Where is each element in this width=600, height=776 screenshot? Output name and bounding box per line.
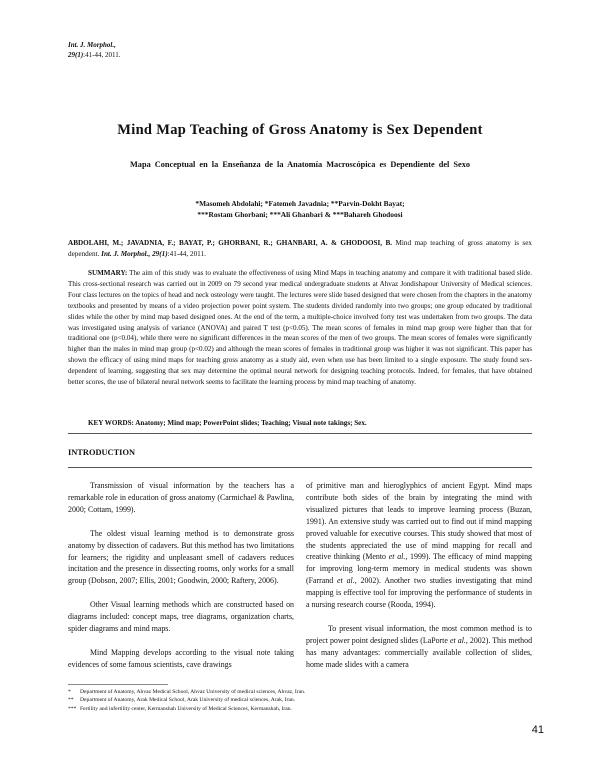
journal-reference (68, 40, 120, 60)
footnote: ** Department of Anatomy, Arak Medical School, Arak University of medical sciences, Arak, Iran. (68, 697, 296, 704)
abstract-label: SUMMARY: (88, 269, 128, 277)
paragraph: Mind Mapping develops according to the visual note taking evidences of some famous scientists, cave drawings (68, 647, 294, 669)
citation-title: Mind map teaching of gross anatomy is sex dependent. (68, 239, 532, 258)
journal-name: Int. J. Morphol., (68, 41, 116, 49)
footnote-divider (68, 684, 168, 685)
citation-journal: Int. J. Morphol., 29(1) (101, 249, 168, 258)
paper-subtitle: Mapa Conceptual en la Enseñanza de la Anatomía Macroscópica es Dependiente del Sexo (129, 160, 471, 169)
keywords-text: Anatomy; Mind map; PowerPoint slides; Teaching; Visual note takings; Sex. (133, 419, 367, 427)
author-line-1: *Masomeh Abdolahi; *Fatemeh Javadnia; **Parvin-Dokht Bayat; (195, 199, 405, 208)
keywords (88, 418, 532, 428)
divider-top (68, 433, 532, 434)
body-column-left (68, 480, 294, 683)
author-line-2: ***Rostam Ghorbani; ***Ali Ghanbari & ***Bahareh Ghodoosi (197, 210, 403, 219)
divider-bottom (68, 467, 532, 468)
paragraph: Transmission of visual information by the teachers has a remarkable role in education of gross anatomy (Carmichael & Pawlina, 2000; Cottam, 1999). (68, 481, 294, 514)
paragraph: The oldest visual learning method is to demonstrate gross anatomy by dissection of cadavers. But this method has two limitations for learners; the rigidity and unpleasant smell of cadavers reduces incitation and the presence in dissecting rooms, only works for a small group (Dobson, 2007; Ellis, 2001; Goodwin, 2000; Raftery, 2006). (68, 528, 294, 586)
abstract-text: The aim of this study was to evaluate the effectiveness of using Mind Maps in teaching anatomy and compare it with traditional based slide. This cross-sectional research was carried out in 2009 on 79 second year medical undergraduate students at Ahvaz Jondishapour University of Medical sciences. Four class lectures on the topics of head and neck osteology were taught. The lectures were slide based designed that were chosen from the chapters in the anatomy textbooks and presented by means of a video projection power point system. The students divided randomly into two groups; one group educated by traditional slides while the other by mind map based designed ones. At the end of the term, a multiple-choice involved forty test was undertaken from two groups. The data was investigated using analysis of variance (ANOVA) and paired T test (p<0.05). The mean scores of females in mind map group were higher than that for traditional one (p<0.04), while there were no significant differences in the mean scores of the men of two groups. The mean scores of females were significantly higher than the males in mind map group (p<0.02) and although the mean scores of females in traditional group was higher it was not significant. This paper has shown the efficacy of using mind maps for teaching gross anatomy as a study aid, even when use has been limited to a single exposure. The study found sex-dependent of learning, suggesting that sex may determine the optimal neural network for designing teaching protocols. Indeed, for females, that have obtained better scores, the use of bilateral neural network seems to facilitate the learning process by mind map teaching of anatomy. (68, 269, 532, 387)
paragraph: of primitive man and hieroglyphics of ancient Egypt. Mind maps contribute both sides of the brain by integrating the mind with visualized pictures that leads to improve learning process (Buzan, 1991). An extensive study was carried out to find out if mind mapping proved valuable for executive courses. This study showed that most of the students appreciated the use of mind mapping for recall and creative thinking (Mento et al., 1999). The efficacy of mind mapping for improving long-term memory in medical students was shown (Farrand et al., 2002). Another two studies investigating that mind mapping is effective tool for improving the performance of students in a nursing research course (Rooda, 1994). (306, 481, 533, 610)
page-number: 41 (531, 724, 544, 736)
abstract (68, 268, 532, 388)
author-list (40, 198, 560, 220)
journal-volume: 29(1) (68, 51, 84, 59)
footnote: * Department of Anatomy, Ahvaz Medical School, Ahvaz University of medical sciences, Ahvaz, Iran. (68, 689, 306, 695)
citation (68, 238, 532, 259)
footnotes (68, 688, 538, 713)
section-heading: INTRODUCTION (68, 448, 136, 457)
paper-title: Mind Map Teaching of Gross Anatomy is Sex Dependent (117, 122, 483, 138)
citation-authors: ABDOLAHI, M.; JAVADNIA, F.; BAYAT, P.; GHORBANI, R.; GHANBARI, A. & GHODOOSI, B. (68, 239, 393, 247)
footnote: *** Fertility and infertility center, Kermanshah University of Medical Sciences, Kermanshah, Iran. (68, 705, 292, 712)
journal-pages: :41-44, 2011. (83, 51, 121, 59)
body-column-right (306, 480, 532, 683)
keywords-label: KEY WORDS: (88, 419, 134, 427)
paragraph: To present visual information, the most common method is to project power point designed slides (LaPorte et al., 2002). This method has many advantages: commercially available collection of slides, home made slides with a camera (306, 623, 533, 669)
citation-pages: :41-44, 2011. (167, 249, 206, 258)
paragraph: Other Visual learning methods which are constructed based on diagrams included: concept maps, tree diagrams, organization charts, spider diagrams and mind maps. (68, 600, 294, 634)
